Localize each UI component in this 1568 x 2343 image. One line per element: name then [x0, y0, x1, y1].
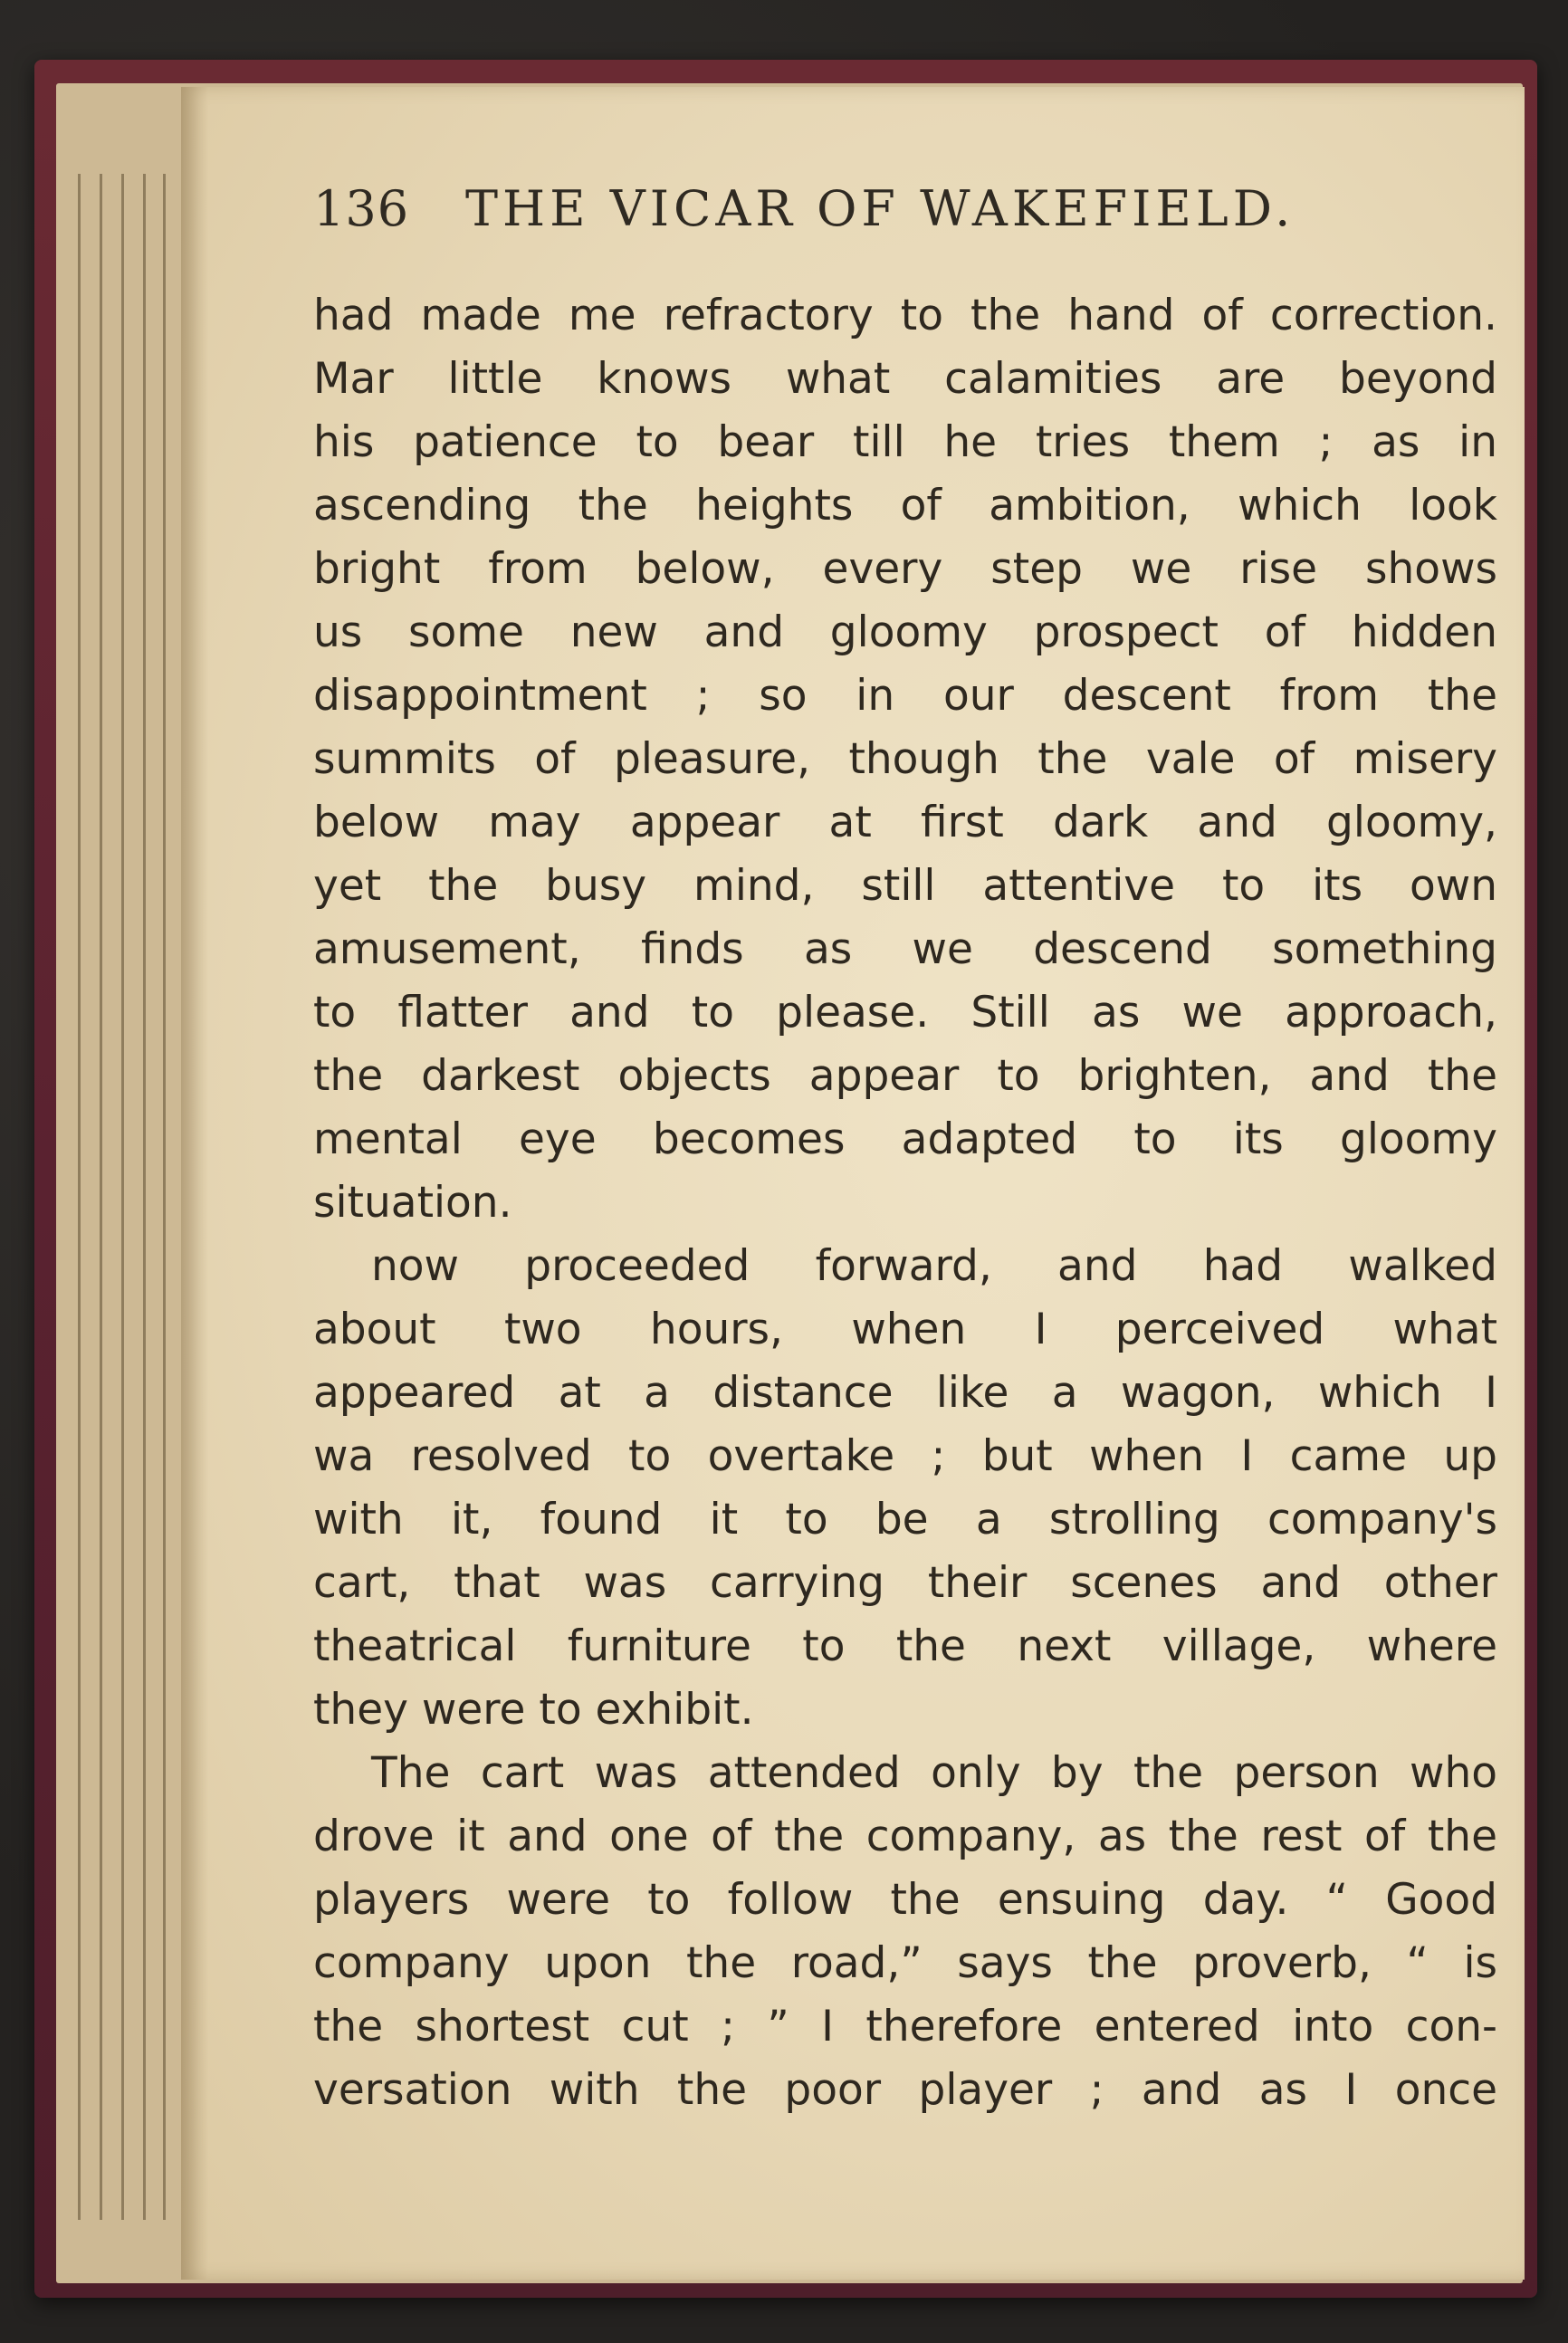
text-line: versation with the poor player ; and as I once: [313, 2065, 1497, 2115]
page-edge-line: [100, 174, 102, 2220]
text-line: situation.: [313, 1178, 512, 1228]
page-edge-line: [78, 174, 81, 2220]
text-line: with it, found it to be a strolling company's: [313, 1495, 1497, 1544]
text-line: us some new and gloomy prospect of hidden: [313, 607, 1497, 657]
text-line: appeared at a distance like a wagon, which I: [313, 1368, 1497, 1418]
text-line: wa resolved to overtake ; but when I came up: [313, 1431, 1497, 1481]
text-line: the shortest cut ; ” I therefore entered into con-: [313, 2002, 1497, 2051]
text-line: his patience to bear till he tries them ; as in: [313, 417, 1497, 467]
text-line: to flatter and to please. Still as we approach,: [313, 988, 1497, 1038]
text-line: summits of pleasure, though the vale of misery: [313, 734, 1497, 784]
running-title: THE VICAR OF WAKEFIELD.: [465, 180, 1296, 237]
text-line: had made me refractory to the hand of correction.: [313, 291, 1497, 340]
page-number: 136: [313, 180, 410, 237]
page-gutter: [181, 87, 208, 2280]
text-line: ascending the heights of ambition, which look: [313, 481, 1497, 531]
text-line: company upon the road,” says the proverb, “ is: [313, 1938, 1497, 1988]
text-line: the darkest objects appear to brighten, and the: [313, 1051, 1497, 1101]
page-edge-line: [163, 174, 166, 2220]
text-line: they were to exhibit.: [313, 1685, 754, 1735]
page-header: [313, 177, 1400, 241]
page-edge-line: [121, 174, 124, 2220]
text-line: drove it and one of the company, as the rest of the: [313, 1812, 1497, 1861]
text-line: about two hours, when I perceived what: [313, 1305, 1497, 1354]
page-edge-line: [143, 174, 146, 2220]
text-line: disappointment ; so in our descent from the: [313, 671, 1497, 721]
text-line: cart, that was carrying their scenes and other: [313, 1558, 1497, 1608]
text-line: The cart was attended only by the person who: [371, 1748, 1497, 1798]
text-line: now proceeded forward, and had walked: [371, 1241, 1497, 1291]
text-line: mental eye becomes adapted to its gloomy: [313, 1114, 1497, 1164]
text-line: below may appear at first dark and gloomy,: [313, 798, 1497, 847]
text-line: Mar little knows what calamities are beyond: [313, 354, 1497, 404]
body-text: [313, 284, 1497, 2122]
text-line: bright from below, every step we rise shows: [313, 544, 1497, 594]
text-line: yet the busy mind, still attentive to its own: [313, 861, 1497, 911]
text-line: players were to follow the ensuing day. “ Good: [313, 1875, 1497, 1925]
text-line: theatrical furniture to the next village, where: [313, 1621, 1497, 1671]
text-line: amusement, finds as we descend something: [313, 924, 1497, 974]
